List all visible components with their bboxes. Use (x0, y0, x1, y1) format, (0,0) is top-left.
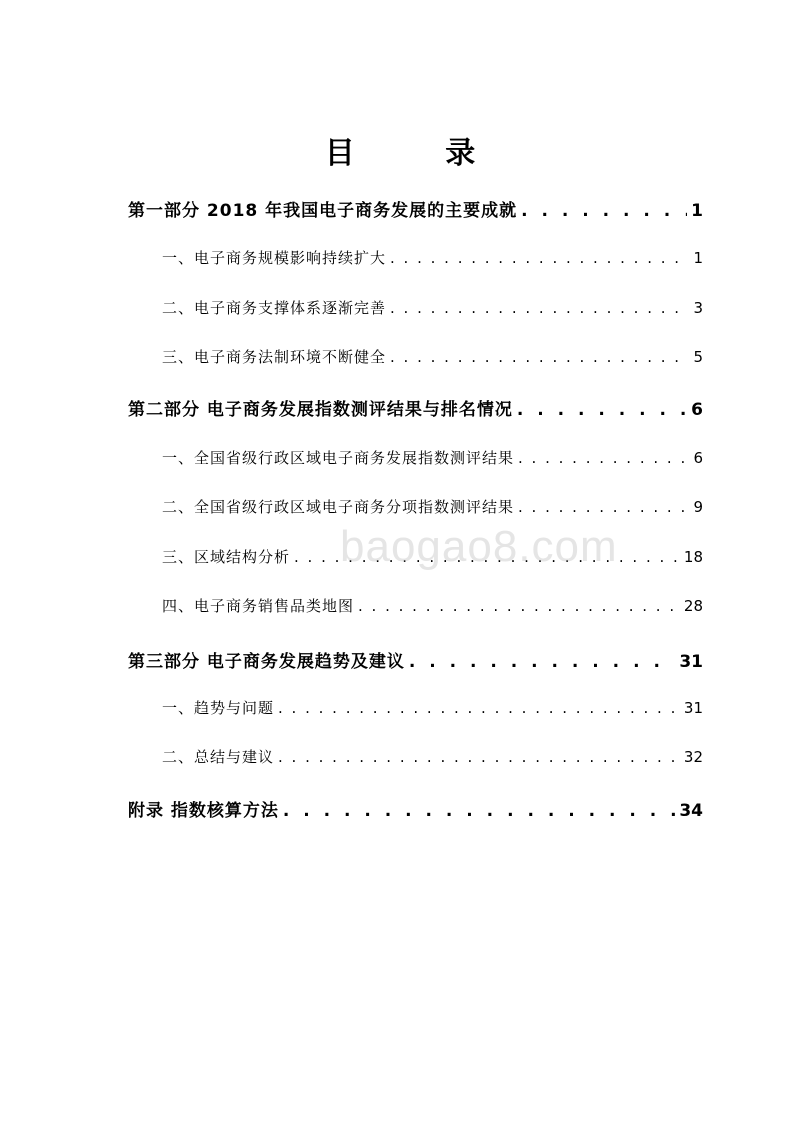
toc-entry-label: 三、区域结构分析 (162, 548, 291, 566)
toc-entry-label: 第二部分 电子商务发展指数测评结果与排名情况 (128, 400, 513, 420)
dot-leader (409, 652, 675, 672)
toc-page-number: 18 (683, 548, 703, 566)
toc-entry-label: 第一部分 2018 年我国电子商务发展的主要成就 (128, 201, 518, 221)
toc-entry-2-3[interactable] (162, 546, 703, 567)
toc-entry-label: 三、电子商务法制环境不断健全 (162, 348, 387, 366)
toc-entry-3-1[interactable] (162, 697, 703, 718)
toc-entry-label: 二、全国省级行政区域电子商务分项指数测评结果 (162, 498, 515, 516)
toc-page-number: 31 (679, 652, 703, 672)
dot-leader (278, 748, 680, 766)
toc-entry-2-4[interactable] (162, 595, 703, 616)
toc-entry-label: 一、电子商务规模影响持续扩大 (162, 249, 387, 267)
toc-entry-label: 二、电子商务支撑体系逐渐完善 (162, 299, 387, 317)
toc-entry-label: 四、电子商务销售品类地图 (162, 597, 355, 615)
toc-page-number: 5 (693, 348, 703, 366)
toc-entry-label: 二、总结与建议 (162, 748, 275, 766)
dot-leader (521, 201, 687, 221)
toc-entry-1-1[interactable] (162, 247, 703, 268)
dot-leader (518, 498, 689, 516)
toc-page-number: 32 (683, 748, 703, 766)
toc-entry-3-2[interactable] (162, 746, 703, 767)
toc-entry-2-2[interactable] (162, 496, 703, 517)
dot-leader (390, 299, 689, 317)
toc-page-number: 6 (693, 449, 703, 467)
toc-entry-part-3[interactable] (128, 647, 703, 672)
toc-title: 目 录 (324, 136, 516, 171)
toc-page-number: 34 (679, 801, 703, 821)
toc-page-number: 28 (683, 597, 703, 615)
toc-entry-label: 附录 指数核算方法 (128, 801, 279, 821)
toc-page-number: 6 (691, 400, 703, 420)
toc-page-number: 31 (683, 699, 703, 717)
toc-page-number: 3 (693, 299, 703, 317)
toc-entry-2-1[interactable] (162, 447, 703, 468)
toc-page-number: 1 (693, 249, 703, 267)
toc-page-number: 1 (691, 201, 703, 221)
toc-entry-label: 一、趋势与问题 (162, 699, 275, 717)
toc-entry-part-1[interactable] (128, 196, 703, 221)
dot-leader (390, 348, 689, 366)
watermark: baogao8.com (340, 522, 618, 571)
toc-entry-1-2[interactable] (162, 297, 703, 318)
dot-leader (283, 801, 675, 821)
dot-leader (294, 548, 680, 566)
toc-entry-label: 第三部分 电子商务发展趋势及建议 (128, 652, 405, 672)
dot-leader (518, 449, 689, 467)
toc-entry-label: 一、全国省级行政区域电子商务发展指数测评结果 (162, 449, 515, 467)
toc-page-number: 9 (693, 498, 703, 516)
dot-leader (390, 249, 689, 267)
toc-entry-part-2[interactable] (128, 395, 703, 420)
dot-leader (278, 699, 680, 717)
toc-entry-appendix[interactable] (128, 796, 703, 821)
toc-entry-1-3[interactable] (162, 346, 703, 367)
dot-leader (517, 400, 687, 420)
dot-leader (358, 597, 680, 615)
